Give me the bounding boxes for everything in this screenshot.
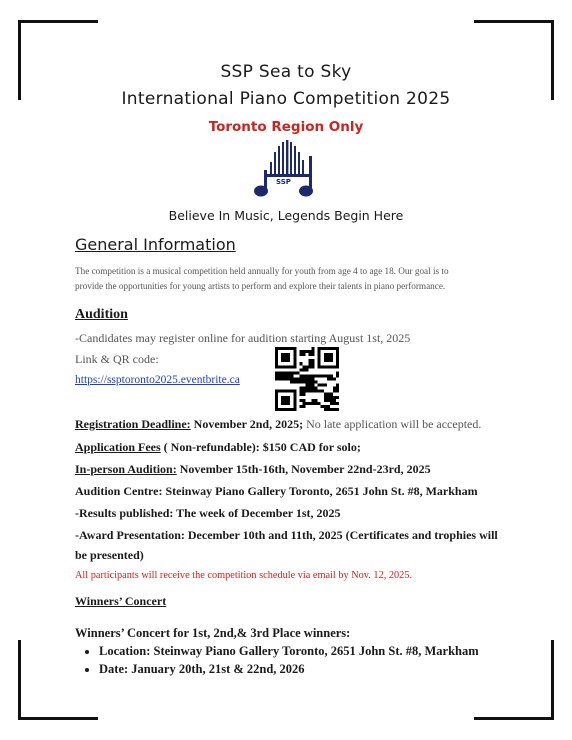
schedule-note: All participants will receive the competition schedule via email by Nov. 12, 2025. (75, 570, 413, 581)
frame-corner-top-left-v (18, 20, 21, 100)
eventbrite-link[interactable]: https://ssptoronto2025.eventbrite.ca (75, 374, 240, 386)
deadline-note: No late application will be accepted. (303, 417, 482, 431)
award-presentation-line-2: be presented) (75, 548, 144, 562)
frame-corner-bottom-left-v (18, 640, 21, 720)
fees-label: Application Fees (75, 440, 161, 454)
audition-heading: Audition (75, 307, 128, 322)
region-label: Toronto Region Only (208, 119, 364, 135)
frame-corner-bottom-right-h (474, 717, 554, 720)
logo-text: SSP (276, 178, 291, 186)
frame-corner-top-left-h (18, 20, 98, 23)
frame-corner-top-right-h (474, 20, 554, 23)
deadline-label: Registration Deadline: (75, 417, 191, 431)
link-qr-label: Link & QR code: (75, 352, 159, 366)
audition-register-text: -Candidates may register online for audition starting August 1st, 2025 (75, 331, 411, 345)
tagline: Believe In Music, Legends Begin Here (168, 208, 404, 223)
audition-centre: Audition Centre: Steinway Piano Gallery Toronto, 2651 John St. #8, Markham (75, 484, 478, 498)
winners-concert-heading: Winners’ Concert (75, 594, 167, 608)
award-presentation-line-1: -Award Presentation: December 10th and 11th, 2025 (Certificates and trophies will (75, 528, 498, 542)
inperson-label: In-person Audition: (75, 462, 177, 476)
fees-line (75, 440, 361, 455)
title-line-1: SSP Sea to Sky (220, 62, 352, 82)
winners-location: • Location: Steinway Piano Gallery Toronto, 2651 John St. #8, Markham (99, 642, 479, 660)
qr-code[interactable] (275, 347, 339, 411)
inperson-value: November 15th-16th, November 22nd-23rd, 2025 (176, 462, 431, 476)
deadline-value: November 2nd, 2025; (190, 417, 304, 431)
frame-corner-bottom-right-v (551, 640, 554, 720)
general-info-para-line-2: provide the opportunities for young artists to perform and explore their talents in piano performance. (75, 281, 446, 291)
winners-date: • Date: January 20th, 21st & 22nd, 2026 (99, 660, 479, 678)
deadline-line (75, 417, 481, 432)
inperson-line (75, 462, 431, 477)
ssp-logo (254, 140, 320, 198)
fees-value: ( Non-refundable): $150 CAD for solo; (160, 440, 361, 454)
general-info-heading: General Information (75, 235, 236, 254)
general-info-para-line-1: The competition is a musical competition held annually for youth from age 4 to age 18. Our goal is to (75, 266, 449, 276)
winners-details-list (75, 642, 479, 678)
title-line-2: International Piano Competition 2025 (121, 89, 451, 109)
winners-concert-intro: Winners’ Concert for 1st, 2nd,& 3rd Place winners: (75, 626, 351, 640)
frame-corner-bottom-left-h (18, 717, 98, 720)
frame-corner-top-right-v (551, 20, 554, 100)
results-published: -Results published: The week of December 1st, 2025 (75, 506, 341, 520)
